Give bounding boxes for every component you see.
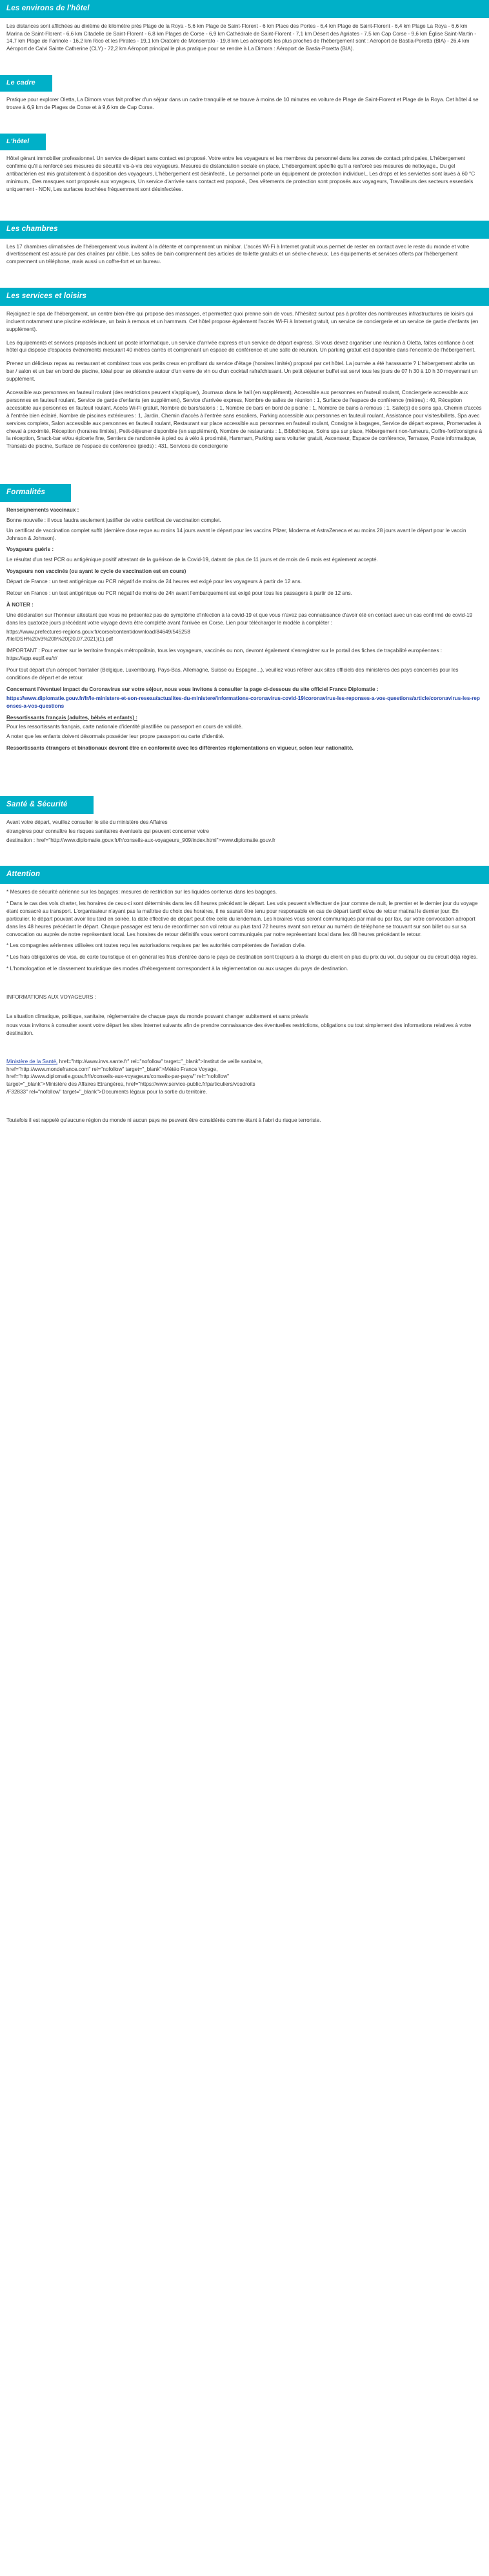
link-ministere-sante-rest: href="http://www.invs.sante.fr" rel="nofollow" target="_blank">Institut de veille sanitaire, bbox=[59, 1058, 263, 1064]
formalites-paragraph-8: Retour en France : un test antigénique ou PCR négatif de moins de 24h avant l'embarquement est exigé pour tous les passagers à partir de 12 ans. bbox=[6, 590, 352, 596]
formalites-link-declaration-1[interactable]: https://www.prefectures-regions.gouv.fr/corse/content/download/84649/545258 bbox=[6, 628, 190, 635]
formalites-paragraph-10: Une déclaration sur l'honneur attestant que vous ne présentez pas de symptôme d'infection à la covid-19 et que vous n'avez pas connaissance d'avoir été en contact avec un cas confirmé de covid-19 dans les quatorze jours précédant votre voyage devra être complété avant l'arrivée en Corse. Lien pour télécharger le modèle à compléter : bbox=[6, 612, 473, 626]
formalites-paragraph-14: Pour tout départ d'un aéroport frontalier (Belgique, Luxembourg, Pays-Bas, Allemagne, Suisse ou Espagne...), veuillez vous référer aux sites officiels des ministères des pays concernés pour les conditions de départ et de retour. bbox=[6, 667, 459, 681]
formalites-heading-a-noter: À NOTER : bbox=[6, 601, 34, 608]
attention-paragraph-5: * L'homologation et le classement touristique des modes d'hébergement correspondent à la réglementation ou aux usages du pays de destination. bbox=[6, 966, 348, 972]
formalites-paragraph-2: Bonne nouvelle : il vous faudra seulement justifier de votre certificat de vaccination complet. bbox=[6, 517, 221, 523]
link-ministere-sante[interactable]: Ministère de la Santé, bbox=[6, 1058, 58, 1064]
section-title-cadre: Le cadre bbox=[0, 75, 52, 92]
attention-paragraph-2: * Dans le cas des vols charter, les horaires de ceux-ci sont déterminés dans les 48 heures précédant le départ. Les vols peuvent s'effectuer de jour comme de nuit, le premier et le dernier jour du voyage étant consacré au transport. L'organisateur n'ayant pas la maîtrise du choix des horaires, il ne saurait être tenu pour responsable en cas de départ tardif et/ou de retour matinal le dernier jour. En particulier, le départ pouvant avoir lieu tard en soirée, la date effective de départ peut être celle du lendemain. Les horaires vous seront communiqués par mail ou par fax, sur votre convocation aéroport dans les 48 heures précédant le départ. Chaque passager est tenu de reconfirmer son vol retour au plus tard 72 heures avant son retour au numéro de téléphone se trouvant sur son billet ou sur sa convocation ou auprès de notre représentant local. Les horaires de retour définitifs vous seront communiqués par notre représentant local dans les 48 heures précédant le retour. bbox=[6, 901, 478, 937]
section-title-hotel: L'hôtel bbox=[0, 134, 46, 150]
formalites-heading-ressortissants: Ressortissants français (adultes, bébés et enfants) : bbox=[6, 714, 137, 721]
section-body-attention bbox=[0, 884, 489, 1130]
formalites-link-diplomatie[interactable]: https://www.diplomatie.gouv.fr/fr/le-ministere-et-son-reseau/actualites-du-ministere/informations-coronavirus-covid-19/coronavirus-les-reponses-a-vos-questions/article/coronavirus-les-reponses-a-vos-questions bbox=[6, 695, 480, 709]
section-header-cadre bbox=[0, 75, 489, 92]
section-body-environs bbox=[0, 18, 489, 59]
section-title-formalites: Formalités bbox=[0, 484, 71, 502]
sante-paragraph-2: étrangères pour connaître les risques sanitaires éventuels qui peuvent concerner votre bbox=[6, 828, 210, 834]
section-header-attention bbox=[0, 866, 489, 884]
section-title-chambres: Les chambres bbox=[0, 221, 489, 239]
attention-paragraph-7: La situation climatique, politique, sanitaire, réglementaire de chaque pays du monde pouvant changer subitement et sans préavis bbox=[6, 1013, 308, 1020]
formalites-heading-coronavirus: Concernant l'éventuel impact du Coronavirus sur votre séjour, nous vous invitons à consulter la page ci-dessous du site officiel France Diplomatie : bbox=[6, 686, 379, 692]
sante-paragraph-1: Avant votre départ, veuillez consulter le site du ministère des Affaires bbox=[6, 819, 168, 825]
section-body-cadre bbox=[0, 92, 489, 117]
link-documents-legaux[interactable]: /F32833" rel="nofollow" target="_blank">Documents légaux pour la sortie du territoire. bbox=[6, 1089, 208, 1095]
sante-link-diplomatie[interactable]: destination : href="http://www.diplomatie.gouv.fr/fr/conseils-aux-voyageurs_909/index.html">www.diplomatie.gouv.fr bbox=[6, 837, 275, 843]
attention-paragraph-6: INFORMATIONS AUX VOYAGEURS : bbox=[6, 994, 96, 1001]
link-affaires-etrangeres[interactable]: target="_blank">Ministère des Affaires Etrangères, href="https://www.service-public.fr/particuliers/vosdroits bbox=[6, 1081, 255, 1088]
attention-paragraph-3: * Les compagnies aériennes utilisées ont toutes reçu les autorisations requises par les autorités compétentes de l'aviation civile. bbox=[6, 943, 306, 949]
loisirs-paragraph-2: Les équipements et services proposés incluent un poste informatique, un service d'arrivée express et un service de départ express. Si vous devez organiser une réunion à Oletta, faites confiance à cet hôtel qui dispose d'espaces événements mesurant 40 mètres carrés et comprenant un espace de conférence et une salle de réunion. Un parking gratuit est disponible dans l'enceinte de l'hébergement. bbox=[6, 339, 476, 354]
attention-paragraph-4: * Les frais obligatoires de visa, de carte touristique et en général les frais d'entrée dans le pays de destination sont toujours à la charge du client en plus du prix du vol, du séjour ou du circuit déjà réglés. bbox=[6, 954, 478, 961]
section-body-chambres bbox=[0, 239, 489, 272]
loisirs-paragraph-4: Accessible aux personnes en fauteuil roulant (des restrictions peuvent s'appliquer), Journaux dans le hall (en supplément), Accessible aux personnes en fauteuil roulant, Conciergerie accessible aux personnes en fauteuil roulant, Service de garde d'enfants (en supplément), Service d'arrivée express, Nombre de salles de réunion : 1, Surface de l'espace de conférence (mètres) : 40, Réception accessible aux personnes en fauteuil roulant, Accès Wi-Fi gratuit, Nombre de bars/salons : 1, Nombre de bars en bord de piscine : 1, Nombre de bains à remous : 1, Salle(s) de soins spa, Chemin d'accès à l'entrée bien éclairé, Nombre de piscines extérieures : 1, Jardin, Chemin d'accès à l'entrée sans escaliers, Parking accessible aux personnes en fauteuil roulant, Assistance pour visites/billets, Spa avec services complets, Salon accessible aux personnes en fauteuil roulant, Restaurant sur place accessible aux personnes en fauteuil roulant, Consigne à bagages, Service de départ express, Promenades à cheval à proximité, Réception (horaires limités), Petit-déjeuner disponible (en supplément), Nombre de restaurants : 1, Bibliothèque, Soins spa sur place, Hébergement non-fumeurs, Coffre-fort/consigne à la réception, Snack-bar et/ou épicerie fine, Sentiers de randonnée à pied ou à vélo à proximité, Hammam, Parking sans voiturier gratuit, Ascenseur, Espace de conférence, Terrasse, Poste informatique, Transats de piscine, Surface de l'espace de conférence (pieds) : 431, Services de conciergerie bbox=[6, 390, 483, 450]
loisirs-paragraph-1: Rejoignez le spa de l'hébergement, un centre bien-être qui propose des massages, et permettez quoi prenne soin de vous. N'hésitez surtout pas à profiter des nombreuses infrastructures de loisirs qui incluent notamment une piscine extérieure, un bain à remous et un hammam. Cet hôtel propose également l'accès Wi-Fi à Internet gratuit, un service de conciergerie et un service de garde d'enfants (en supplément). bbox=[6, 310, 479, 332]
section-title-attention: Attention bbox=[0, 866, 489, 884]
section-header-environs bbox=[0, 0, 489, 18]
section-header-hotel bbox=[0, 134, 489, 150]
cadre-paragraph-1: Pratique pour explorer Oletta, La Dimora vous fait profiter d'un séjour dans un cadre tranquille et se trouve à moins de 10 minutes en voiture de Plage de Saint-Florent et Plage de la Roya. Cet hôtel 4 se trouve à 6,9 km de Plages de Corse et à 9,6 km de Cap Corse. bbox=[6, 97, 479, 111]
section-body-loisirs bbox=[0, 306, 489, 455]
formalites-heading-non-vaccines: Voyageurs non vaccinés (ou ayant le cycle de vaccination est en cours) bbox=[6, 568, 186, 575]
formalites-paragraph-19: A noter que les enfants doivent désormais posséder leur propre passeport ou carte d'identité. bbox=[6, 734, 225, 740]
formalites-paragraph-20: Ressortissants étrangers et binationaux devront être en conformité avec les différentes réglementations en vigueur, selon leur nationalité. bbox=[6, 745, 354, 752]
section-header-sante bbox=[0, 796, 489, 814]
formalites-paragraph-3: Un certificat de vaccination complet suffit (dernière dose reçue au moins 14 jours avant le départ pour les vaccins Pfizer, Moderna et AstraZeneca et au moins 28 jours avant le départ pour le vaccin Johnson & Johnson). bbox=[6, 527, 466, 541]
formalites-link-declaration-2[interactable]: /file/DSH%20v3%20fr%20(20.07.2021)(1).pdf bbox=[6, 636, 114, 643]
attention-paragraph-8: nous vous invitons à consulter avant votre départ les sites Internet suivants afin de prendre connaissance des éventuelles restrictions, obligations ou tout simplement des informations relatives à votre destination. bbox=[6, 1022, 472, 1036]
loisirs-paragraph-3: Prenez un délicieux repas au restaurant et combinez tous vos petits creux en profitant du service d'étage (horaires limités) proposé par cet hôtel. La journée a été harassante ? L'hébergement abrite un bar / salon et un bar en bord de piscine, idéal pour se détendre autour d'un verre de vin ou d'un cocktail rafraîchissant. Un petit déjeuner buffet est servi tous les jours de 07 h 30 à 10 h 30 moyennant un supplément. bbox=[6, 361, 478, 383]
section-header-loisirs bbox=[0, 288, 489, 306]
formalites-heading-gueris: Voyageurs guéris : bbox=[6, 546, 54, 553]
hotel-paragraph-1: Hôtel gérant immobilier professionnel. Un service de départ sans contact est proposé. Votre entre les voyageurs et les membres du personnel dans les zones de contact principales, L'hébergement confirme qu'il a renforcé ses mesures de sécurité vis-à-vis des voyageurs. Mesures de distanciation sociale en place, L'hébergement spécifie qu'il a renforcé ses mesures de nettoyage., Du gel antibactérien est mis gratuitement à disposition des voyageurs, L'hébergement est désinfecté., Le personnel porte un équipement de protection individuel., Les draps et les serviettes sont lavés à 60 °C minimum., Des masques sont proposés aux voyageurs, Un service d'arrivée sans contact est proposé., Des vêtements de protection sont proposés aux voyageurs, Travailleurs des secteurs essentiels uniquement - NON, Les surfaces touchées fréquemment sont désinfectées. bbox=[6, 155, 475, 193]
link-conseils-par-pays[interactable]: href="http://www.diplomatie.gouv.fr/fr/conseils-aux-voyageurs/conseils-par-pays/" rel="nofollow" bbox=[6, 1073, 230, 1080]
environs-paragraph-1: Les distances sont affichées au dixième de kilomètre près Plage de la Roya - 5,6 km Plage de Saint-Florent - 6 km Place des Portes - 6,4 km Plage de Saint-Florent - 6,4 km Plage La Roya - 6,6 km Marina de Saint-Florent - 6,6 km Citadelle de Saint-Florent - 6,8 km Plages de Corse - 6,9 km Cathédrale de Saint-Florent - 7,1 km Désert des Agriates - 7,5 km Cap Corse - 9,6 km Église Saint-Martin - 14,7 km Plage de Farinole - 16,2 km Rico et les Pirates - 19,1 km Oratoire de Monserrato - 19,8 km Les aéroports les plus proches de l'hébergement sont : Aéroport de Bastia-Poretta (BIA) - 26,4 km Aéroport de Calvi Sainte Catherine (CLY) - 72,2 km Aéroport principal le plus pratique pour se rendre à La Dimora : Aéroport de Bastia-Poretta (BIA). bbox=[6, 23, 477, 52]
section-title-loisirs: Les services et loisirs bbox=[0, 288, 489, 306]
section-title-environs: Les environs de l'hôtel bbox=[0, 0, 489, 18]
formalites-heading-vaccin: Renseignements vaccinaux : bbox=[6, 506, 79, 513]
attention-paragraph-9: Toutefois il est rappelé qu'aucune région du monde ni aucun pays ne peuvent être considérés comme étant à l'abri du risque terroriste. bbox=[6, 1117, 321, 1124]
section-body-hotel bbox=[0, 150, 489, 198]
section-body-formalites bbox=[0, 502, 489, 757]
formalites-paragraph-5: Le résultat d'un test PCR ou antigénique positif attestant de la guérison de la Covid-19, datant de plus de 11 jours et de mois de 6 mois est également accepté. bbox=[6, 557, 378, 563]
section-header-formalites bbox=[0, 484, 489, 502]
formalites-paragraph-13: IMPORTANT : Pour entrer sur le territoire français métropolitain, tous les voyageurs, vaccinés ou non, devront également s'enregistrer sur le portail des fiches de traçabilité européennes : https://app.euplf.eu/#/ bbox=[6, 648, 443, 662]
link-meteo-france[interactable]: href="http://www.mondefrance.com" rel="nofollow" target="_blank">Météo France Voyage, bbox=[6, 1066, 218, 1072]
attention-paragraph-1[interactable]: * Mesures de sécurité aérienne sur les bagages: mesures de restriction sur les liquides contenus dans les bagages. bbox=[6, 889, 277, 895]
section-body-sante bbox=[0, 814, 489, 850]
section-title-sante: Santé & Sécurité bbox=[0, 796, 94, 814]
section-header-chambres bbox=[0, 221, 489, 239]
formalites-paragraph-18: Pour les ressortissants français, carte nationale d'identité plastifiée ou passeport en cours de validité. bbox=[6, 724, 243, 730]
document-page bbox=[0, 0, 489, 1141]
formalites-paragraph-7: Départ de France : un test antigénique ou PCR négatif de moins de 24 heures est exigé pour les voyageurs à partir de 12 ans. bbox=[6, 579, 302, 585]
chambres-paragraph-1: Les 17 chambres climatisées de l'hébergement vous invitent à la détente et comprennent un minibar. L'accès Wi-Fi à Internet gratuit vous permet de rester en contact avec le reste du monde et votre divertissement est assuré par des chaînes par câble. Les salles de bain comprennent des articles de toilette gratuits et un sèche-cheveux. Les équipements et services offerts par l'hébergement comprennent un téléphone, mais aussi un coffre-fort et un bureau. bbox=[6, 243, 470, 265]
